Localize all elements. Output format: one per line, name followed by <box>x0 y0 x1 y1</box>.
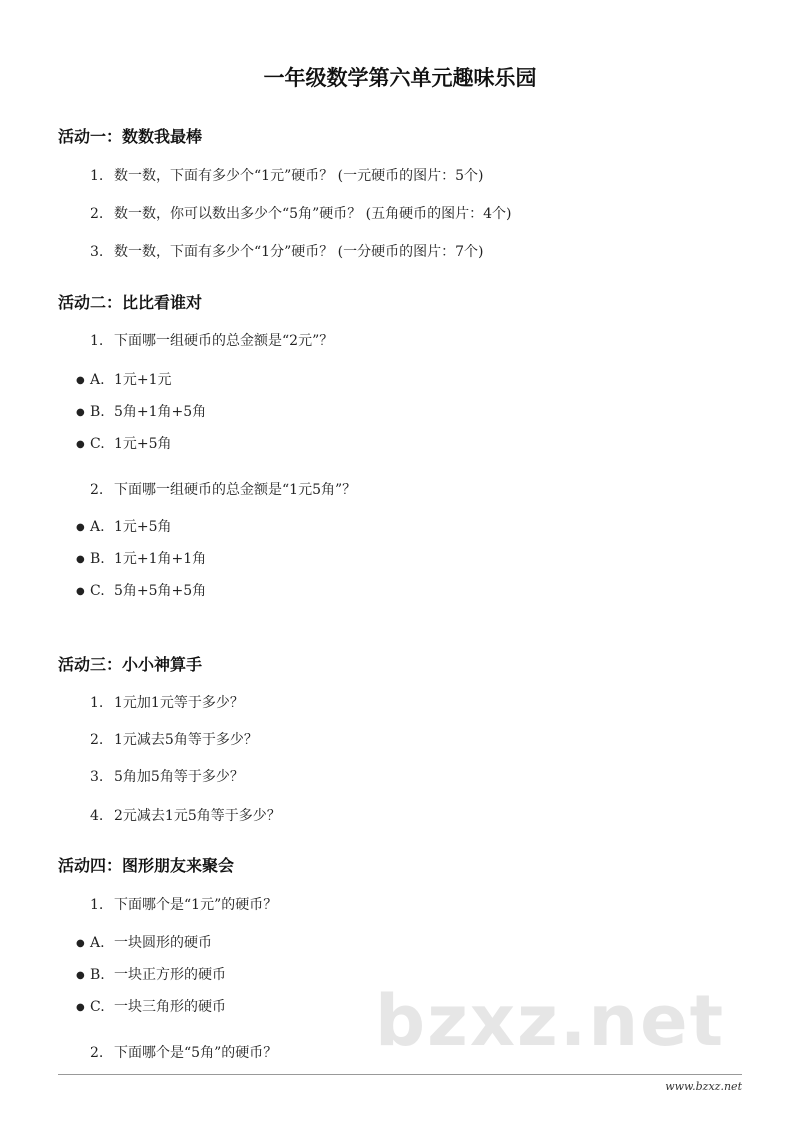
option-text: 一块三角形的硬币 <box>114 999 226 1015</box>
question <box>90 1042 277 1062</box>
bullet-icon: ● <box>76 554 85 565</box>
list-item <box>90 241 484 261</box>
option-label: B. <box>90 967 105 983</box>
option-item <box>76 433 172 453</box>
option-label: B. <box>90 404 105 420</box>
option-label: B. <box>90 551 105 567</box>
item-number: 2. <box>90 1045 104 1061</box>
list-item <box>90 203 512 223</box>
item-number: 1. <box>90 897 104 913</box>
item-number: 2. <box>90 482 104 498</box>
item-number: 1. <box>90 333 104 349</box>
item-number: 2. <box>90 206 104 222</box>
option-item <box>76 548 206 568</box>
item-number: 1. <box>90 695 104 711</box>
option-item <box>76 932 212 952</box>
list-item <box>90 165 484 185</box>
option-label: C. <box>90 436 105 452</box>
option-label: A. <box>90 372 105 388</box>
question <box>90 479 356 499</box>
question <box>90 894 277 914</box>
option-text: 一块圆形的硬币 <box>114 935 212 951</box>
bullet-icon: ● <box>76 439 85 450</box>
option-item <box>76 401 206 421</box>
list-item <box>90 729 258 749</box>
section-heading-3: 活动三：小小神算手 <box>58 655 203 674</box>
bullet-icon: ● <box>76 970 85 981</box>
list-item <box>90 692 244 712</box>
bullet-icon: ● <box>76 522 85 533</box>
footer-divider <box>58 1074 742 1075</box>
item-number: 2. <box>90 732 104 748</box>
question-text: 下面哪一组硬币的总金额是“1元5角”？ <box>114 482 357 498</box>
item-text: 2元减去1元5角等于多少？ <box>114 808 281 824</box>
item-text: 数一数，下面有多少个“1元”硬币？ (一元硬币的图片：5个) <box>114 168 484 184</box>
option-item <box>76 369 172 389</box>
section-heading-4: 活动四：图形朋友来聚会 <box>58 856 235 875</box>
option-label: A. <box>90 935 105 951</box>
bullet-icon: ● <box>76 375 85 386</box>
question-text: 下面哪个是“5角”的硬币？ <box>114 1045 278 1061</box>
item-number: 1. <box>90 168 104 184</box>
section-heading-1: 活动一：数数我最棒 <box>58 127 203 146</box>
question <box>90 330 333 350</box>
bullet-icon: ● <box>76 586 85 597</box>
option-label: C. <box>90 999 105 1015</box>
item-text: 5角加5角等于多少？ <box>114 769 244 785</box>
list-item <box>90 805 281 825</box>
item-text: 数一数，下面有多少个“1分”硬币？ (一分硬币的图片：7个) <box>114 244 484 260</box>
option-text: 1元+5角 <box>114 519 172 535</box>
option-text: 5角+1角+5角 <box>114 404 207 420</box>
list-item <box>90 766 244 786</box>
option-text: 5角+5角+5角 <box>114 583 207 599</box>
footer-url: www.bzxz.net <box>665 1080 742 1093</box>
option-text: 一块正方形的硬币 <box>114 967 226 983</box>
option-item <box>76 516 172 536</box>
item-number: 3. <box>90 769 104 785</box>
item-text: 1元加1元等于多少？ <box>114 695 244 711</box>
option-item <box>76 580 206 600</box>
option-label: A. <box>90 519 105 535</box>
question-text: 下面哪一组硬币的总金额是“2元”？ <box>114 333 334 349</box>
bullet-icon: ● <box>76 407 85 418</box>
watermark: bzxz.net <box>375 980 726 1062</box>
page-title: 一年级数学第六单元趣味乐园 <box>263 66 537 90</box>
option-item <box>76 996 226 1016</box>
section-heading-2: 活动二：比比看谁对 <box>58 293 203 312</box>
bullet-icon: ● <box>76 938 85 949</box>
bullet-icon: ● <box>76 1002 85 1013</box>
question-text: 下面哪个是“1元”的硬币？ <box>114 897 278 913</box>
item-text: 1元减去5角等于多少？ <box>114 732 258 748</box>
option-text: 1元+1元 <box>114 372 172 388</box>
option-text: 1元+5角 <box>114 436 172 452</box>
item-text: 数一数，你可以数出多少个“5角”硬币？ (五角硬币的图片：4个) <box>114 206 512 222</box>
item-number: 4. <box>90 808 104 824</box>
item-number: 3. <box>90 244 104 260</box>
option-item <box>76 964 226 984</box>
option-label: C. <box>90 583 105 599</box>
option-text: 1元+1角+1角 <box>114 551 207 567</box>
